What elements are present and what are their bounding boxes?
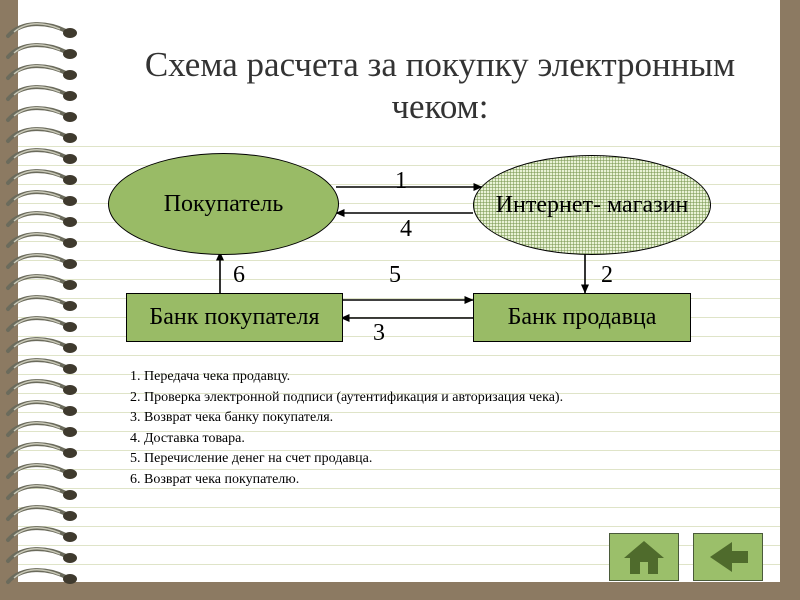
arrow-label-2: 2 xyxy=(601,262,613,288)
arrow-label-6: 6 xyxy=(233,262,245,288)
node-buyer: Покупатель xyxy=(108,153,339,255)
back-button[interactable] xyxy=(693,533,763,581)
title-line-2: чеком: xyxy=(391,87,489,126)
legend-item: 4. Доставка товара. xyxy=(130,430,245,446)
node-buyer-bank: Банк покупателя xyxy=(126,293,343,342)
node-online-shop: Интернет- магазин xyxy=(473,155,711,255)
arrow-label-5: 5 xyxy=(389,262,401,288)
back-arrow-icon xyxy=(694,534,762,580)
legend-item: 2. Проверка электронной подписи (аутентификация и авторизация чека). xyxy=(130,389,564,405)
home-button[interactable] xyxy=(609,533,679,581)
arrow-label-3: 3 xyxy=(373,320,385,346)
arrow-label-4: 4 xyxy=(400,216,412,242)
legend-item: 1. Передача чека продавцу. xyxy=(130,369,291,384)
legend-item: 6. Возврат чека покупателю. xyxy=(130,471,300,487)
legend-item: 3. Возврат чека банку покупателя. xyxy=(130,410,334,425)
node-seller-bank: Банк продавца xyxy=(473,293,691,342)
legend-item: 5. Перечисление денег на счет продавца. xyxy=(130,451,373,466)
home-icon xyxy=(610,534,678,580)
arrow-label-1: 1 xyxy=(395,168,407,194)
legend-list xyxy=(130,367,563,490)
title-line-1: Схема расчета за покупку электронным xyxy=(144,45,736,84)
